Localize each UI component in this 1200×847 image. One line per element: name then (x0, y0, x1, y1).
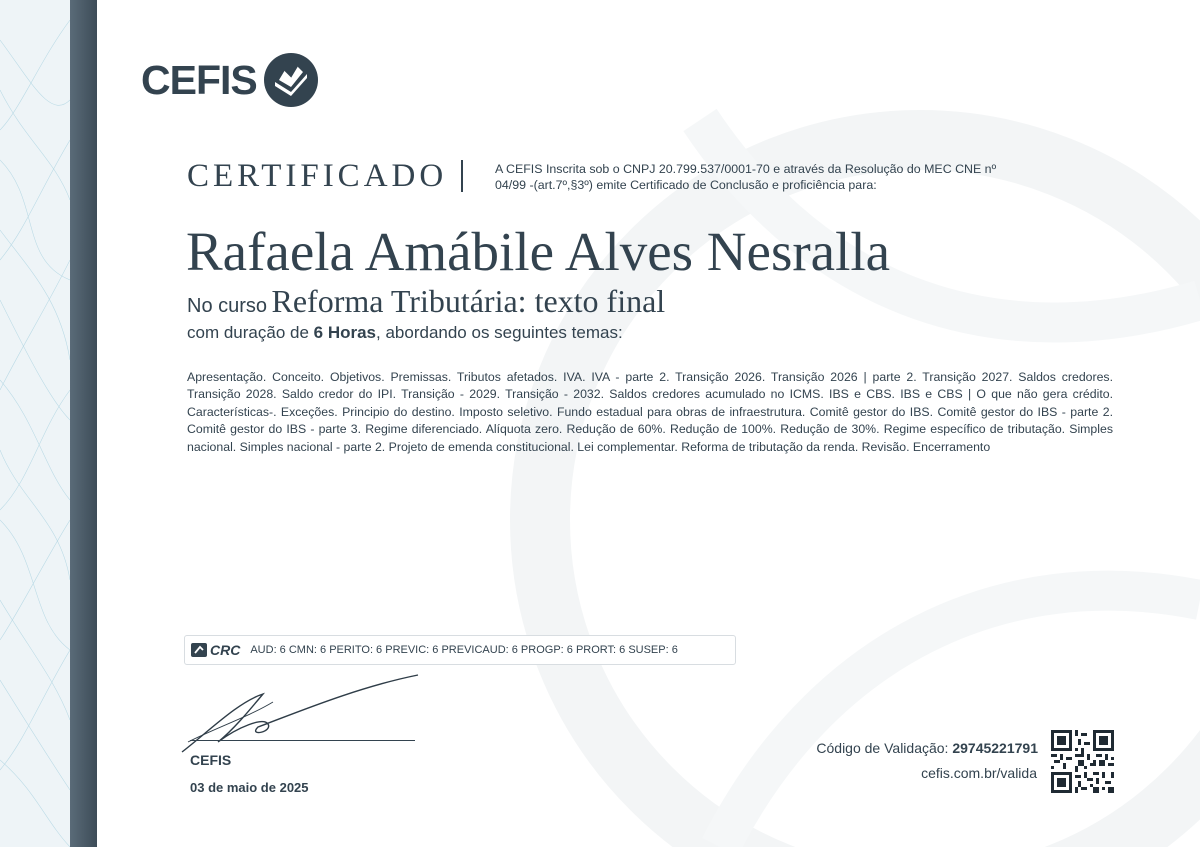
crc-items: AUD: 6 CMN: 6 PERITO: 6 PREVIC: 6 PREVICAUD: 6 PROGP: 6 PRORT: 6 SUSEP: 6 (250, 644, 678, 656)
crc-logo (191, 642, 240, 658)
duration-value: 6 Horas (313, 323, 377, 342)
decorative-pattern (0, 0, 70, 847)
validation-url[interactable]: cefis.com.br/valida (921, 765, 1037, 781)
left-stripe (70, 0, 97, 847)
validation-code-line (816, 740, 1038, 756)
course-line (187, 283, 665, 320)
signature-image (178, 672, 423, 757)
validation-label: Código de Validação: (816, 740, 949, 756)
signature-line (190, 740, 415, 741)
book-logo-icon (263, 52, 319, 108)
duration-suffix: , abordando os seguintes temas: (376, 323, 623, 342)
topics-text: Apresentação. Conceito. Objetivos. Premissas. Tributos afetados. IVA. IVA - parte 2. Transição 2026. Transição 2026 | parte 2. Transição 2027. Saldos credores. Transição 2028. Saldo credor do IPI. Transição - 2029. Transição - 2032. Saldos credores acumulado no ICMS. IBS e CBS. IBS e CBS | O que não gera crédito. Características-. Exceções. Principio do destino. Imposto seletivo. Fundo estadual para obras de infraestrutura. Comitê gestor do IBS. Comitê gestor do IBS - parte 2. Comitê gestor do IBS - parte 3. Regime diferenciado. Alíquota zero. Redução de 60%. Redução de 100%. Redução de 30%. Regime específico de tributação. Simples nacional. Simples nacional - parte 2. Projeto de emenda constitucional. Lei complementar. Reforma de tributação da renda. Revisão. Encerramento (187, 370, 1113, 454)
signatory-name: CEFIS (190, 752, 232, 768)
crc-icon (191, 643, 207, 657)
course-name: Reforma Tributária: texto final (271, 283, 666, 319)
duration-line (187, 323, 623, 343)
intro-text: A CEFIS Inscrita sob o CNPJ 20.799.537/0001-70 e através da Resolução do MEC CNE nº 04/99 -(art.7º,§3º) emite Certificado de Conclusão e proficiência para: (495, 162, 997, 192)
crc-box (184, 635, 736, 665)
issue-date: 03 de maio de 2025 (190, 780, 309, 795)
cefis-logo (141, 52, 319, 108)
crc-logo-text: CRC (210, 642, 241, 658)
logo-text: CEFIS (141, 56, 257, 103)
validation-code: 29745221791 (952, 740, 1038, 756)
recipient-name: Rafaela Amábile Alves Nesralla (186, 221, 891, 282)
course-prefix: No curso (187, 295, 268, 317)
qr-code-icon (1051, 730, 1114, 793)
duration-prefix: com duração de (187, 323, 309, 342)
divider (461, 160, 463, 192)
certificate-title: CERTIFICADO (187, 158, 448, 194)
